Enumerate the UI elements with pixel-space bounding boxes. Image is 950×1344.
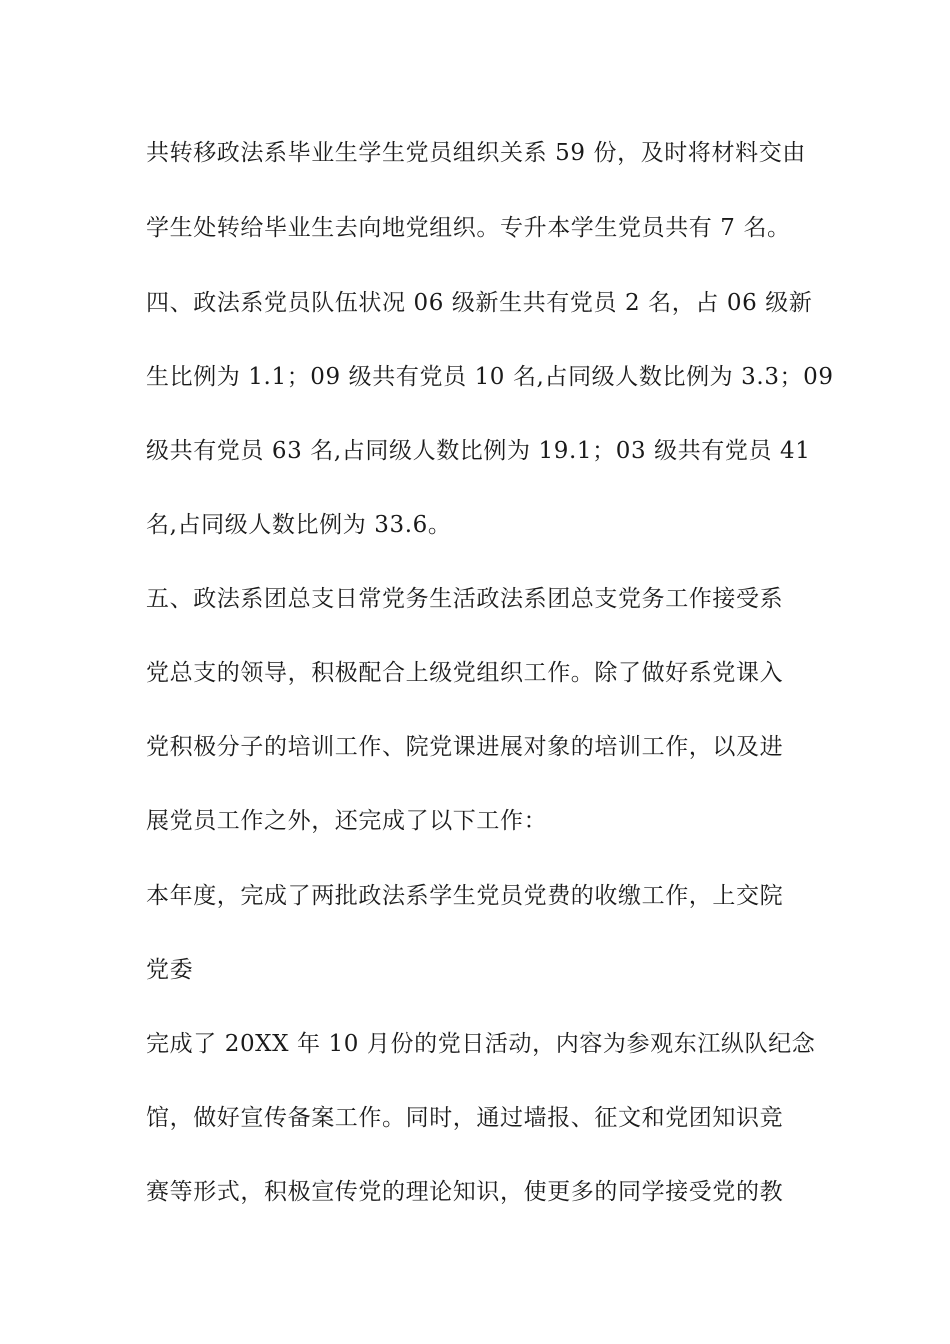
text-line: 名,占同级人数比例为 33.6。 xyxy=(146,512,452,538)
text-line: 完成了 20XX 年 10 月份的党日活动，内容为参观东江纵队纪念 xyxy=(146,1031,816,1057)
text-line: 党委 xyxy=(146,957,194,983)
text-line: 本年度，完成了两批政法系学生党员党费的收缴工作，上交院 xyxy=(146,883,784,909)
text-line: 四、政法系党员队伍状况 06 级新生共有党员 2 名，占 06 级新 xyxy=(146,290,813,316)
text-line: 赛等形式，积极宣传党的理论知识，使更多的同学接受党的教 xyxy=(146,1179,784,1205)
text-line: 党积极分子的培训工作、院党课进展对象的培训工作，以及进 xyxy=(146,734,784,760)
text-line: 学生处转给毕业生去向地党组织。专升本学生党员共有 7 名。 xyxy=(146,215,791,241)
text-line: 生比例为 1.1；09 级共有党员 10 名,占同级人数比例为 3.3；09 xyxy=(146,364,834,390)
text-line: 共转移政法系毕业生学生党员组织关系 59 份，及时将材料交由 xyxy=(146,140,806,166)
text-line: 馆，做好宣传备案工作。同时，通过墙报、征文和党团知识竞 xyxy=(146,1105,784,1131)
text-line: 五、政法系团总支日常党务生活政法系团总支党务工作接受系 xyxy=(146,586,784,612)
text-line: 党总支的领导，积极配合上级党组织工作。除了做好系党课入 xyxy=(146,660,784,686)
text-line: 展党员工作之外，还完成了以下工作： xyxy=(146,808,548,834)
text-line: 级共有党员 63 名,占同级人数比例为 19.1；03 级共有党员 41 xyxy=(146,438,811,464)
